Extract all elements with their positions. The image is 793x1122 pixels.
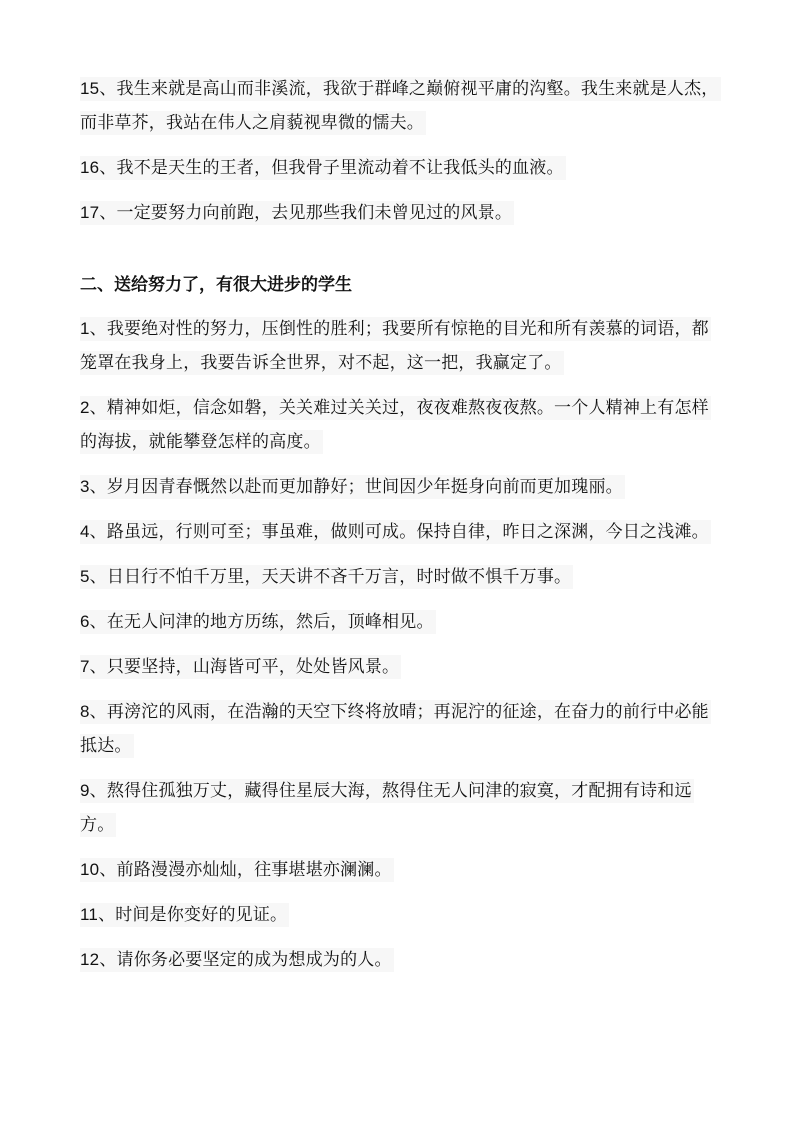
item-text: 、精神如炬，信念如磐，关关难过关关过，夜夜难熬夜夜熬。一个人精神上有怎样的海拔，就能攀登怎样的高度。	[80, 398, 709, 452]
item-number: 12	[80, 950, 100, 969]
item-text: 、只要坚持，山海皆可平，处处皆风景。	[89, 657, 400, 677]
list-item	[80, 515, 720, 549]
section-b-list	[80, 312, 720, 977]
item-text: 、前路漫漫亦灿灿，往事堪堪亦澜澜。	[99, 860, 392, 880]
list-item	[80, 391, 720, 459]
item-text: 、一定要努力向前跑，去见那些我们未曾见过的风景。	[99, 203, 513, 223]
item-text: 、熬得住孤独万丈，藏得住星辰大海，熬得住无人问津的寂寞，才配拥有诗和远方。	[80, 781, 692, 835]
item-text: 、时间是你变好的见证。	[98, 905, 288, 925]
item-number: 15	[80, 79, 100, 98]
list-item	[80, 560, 720, 594]
item-text: 、请你务必要坚定的成为想成为的人。	[99, 950, 392, 970]
item-text: 、路虽远，行则可至；事虽难，做则可成。保持自律，昨日之深渊，今日之浅滩。	[89, 522, 709, 542]
document-body	[80, 72, 720, 988]
item-text: 、我生来就是高山而非溪流，我欲于群峰之巅俯视平庸的沟壑。我生来就是人杰，而非草芥，我站在伟人之肩藐视卑微的懦夫。	[80, 79, 719, 133]
list-item	[80, 605, 720, 639]
item-number: 16	[80, 158, 100, 177]
item-number: 6	[80, 612, 90, 631]
section-a-list	[80, 72, 720, 230]
list-item	[80, 196, 720, 230]
list-item	[80, 470, 720, 504]
list-item	[80, 943, 720, 977]
item-number: 10	[80, 860, 100, 879]
item-number: 7	[80, 657, 90, 676]
list-item	[80, 312, 720, 380]
list-item	[80, 72, 720, 140]
list-item	[80, 650, 720, 684]
item-number: 5	[80, 567, 90, 586]
section-heading: 二、送给努力了，有很大进步的学生	[80, 275, 352, 295]
item-number: 3	[80, 477, 90, 496]
item-text: 、岁月因青春慨然以赴而更加静好；世间因少年挺身向前而更加瑰丽。	[89, 477, 623, 497]
item-text: 、日日行不怕千万里，天天讲不吝千万言，时时做不惧千万事。	[89, 567, 572, 587]
list-item	[80, 898, 720, 932]
item-number: 8	[80, 702, 90, 721]
item-text: 、在无人问津的地方历练，然后，顶峰相见。	[89, 612, 434, 632]
item-number: 4	[80, 522, 90, 541]
list-item	[80, 151, 720, 185]
list-item	[80, 774, 720, 842]
item-number: 2	[80, 398, 90, 417]
item-number: 1	[80, 319, 90, 338]
list-item	[80, 853, 720, 887]
item-text: 、我不是天生的王者，但我骨子里流动着不让我低头的血液。	[99, 158, 564, 178]
item-number: 11	[80, 905, 99, 924]
item-text: 、我要绝对性的努力，压倒性的胜利；我要所有惊艳的目光和所有羡慕的词语，都笼罩在我身上，我要告诉全世界，对不起，这一把，我赢定了。	[80, 319, 709, 373]
item-number: 17	[80, 203, 100, 222]
list-item	[80, 695, 720, 763]
item-text: 、再滂沱的风雨，在浩瀚的天空下终将放晴；再泥泞的征途，在奋力的前行中必能抵达。	[80, 702, 709, 756]
item-number: 9	[80, 781, 90, 800]
